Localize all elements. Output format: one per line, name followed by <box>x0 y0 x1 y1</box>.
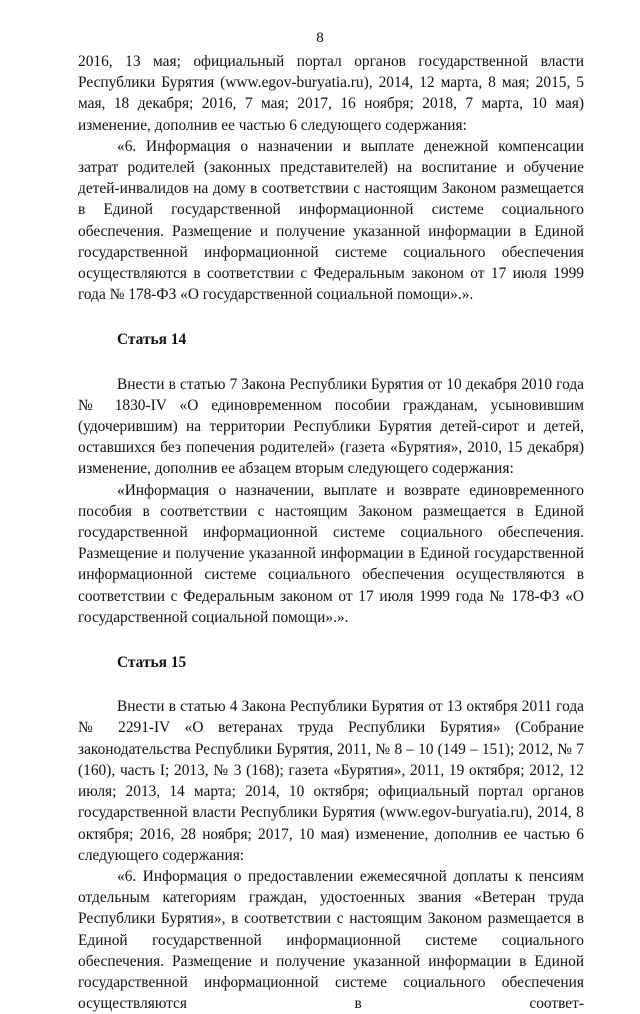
amendment-quote-paragraph: «6. Информация о назначении и выплате денежной компенсации затрат родителей (законных представителей) на воспитание и обучение детей-инвалидов на дому в соответствии с настоящим Законом размещается в Единой государственной информационной системе социального обеспечения. Размещение и получение указанной информации в Единой государственной информационной системе социального обеспечения осуществляются в соответствии с Федеральным законом от 17 июля 1999 года № 178-ФЗ «О государственной социальной помощи».». <box>78 137 584 304</box>
article-14-quote-paragraph: «Информация о назначении, выплате и возврате единовременного пособия в соответствии с настоящим Законом размещается в Единой государственной информационной системе социального обеспечения. Размещение и получение указанной информации в Единой государственной информационной системе социального обеспечения осуществляются в соответствии с Федеральным законом от 17 июля 1999 года № 178-ФЗ «О государственной социальной помощи».». <box>78 481 584 626</box>
article-15-quote-paragraph: «6. Информация о предоставлении ежемесячной доплаты к пенсиям отдельным категориям граждан, удостоенных звания «Ветеран труда Республики Бурятия», в соответствии с настоящим Законом размещается в Единой государственной информационной системе социального обеспечения. Размещение и получение указанной информации в Единой государственной информационной системе социального обеспечения осуществляются в соответ- <box>78 867 584 1013</box>
article-14-paragraph: Внести в статью 7 Закона Республики Бурятия от 10 декабря 2010 года № 1830-IV «О единовременном пособии гражданам, усыновившим (удочерившим) на территории Республики Бурятия детей-сирот и детей, оставшихся без попечения родителей» (газета «Бурятия», 2010, 15 декабря) изменение, дополнив ее абзацем вторым следующего содержания: <box>78 375 584 478</box>
article-15-heading: Статья 15 <box>117 654 187 672</box>
continuation-paragraph: 2016, 13 мая; официальный портал органов государственной власти Республики Бурятия (www.egov-buryatia.ru), 2014, 12 марта, 8 мая; 2015, 5 мая, 18 декабря; 2016, 7 мая; 2017, 16 ноября; 2018, 7 марта, 10 мая) изменение, дополнив ее частью 6 следующего содержания: <box>78 53 584 134</box>
document-body <box>78 51 584 1014</box>
article-15-paragraph: Внести в статью 4 Закона Республики Бурятия от 13 октября 2011 года № 2291-IV «О ветеранах труда Республики Бурятия» (Собрание законодательства Республики Бурятия, 2011, № 8 – 10 (149 – 151); 2012, № 7 (160), часть I; 2013, № 3 (168); газета «Бурятия», 2011, 19 октября; 2012, 12 июля; 2013, 14 марта; 2014, 10 октября; официальный портал органов государственной власти Республики Бурятия (www.egov-buryatia.ru), 2014, 8 октября; 2016, 28 ноября; 2017, 10 мая) изменение, дополнив ее частью 6 следующего содержания: <box>78 698 584 864</box>
page-number: 8 <box>316 30 324 46</box>
article-14-heading: Статья 14 <box>117 331 187 349</box>
